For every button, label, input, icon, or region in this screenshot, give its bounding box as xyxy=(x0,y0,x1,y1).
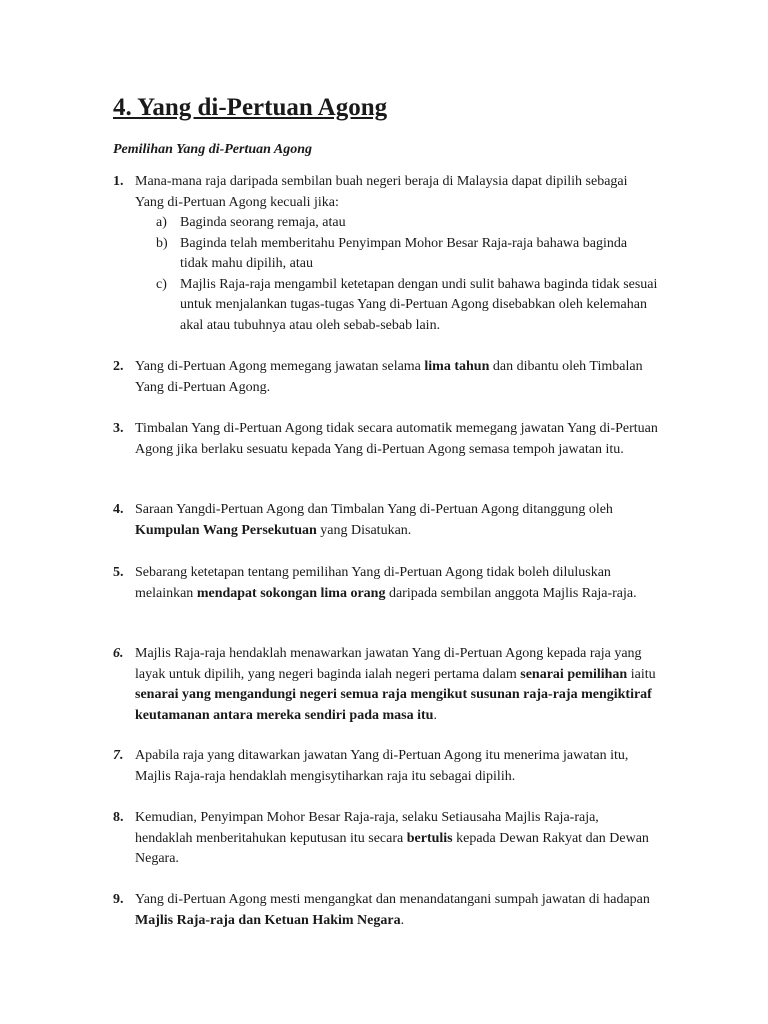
bold-term: Majlis Raja-raja dan Ketuan Hakim Negara xyxy=(135,912,401,928)
item-number: 8. xyxy=(113,810,124,825)
list-item-6 xyxy=(113,644,658,726)
list-item-4 xyxy=(113,500,658,541)
item-text: Majlis Raja-raja hendaklah menawarkan jawatan Yang di-Pertuan Agong kepada raja yang layak untuk dipilih, yang negeri baginda ialah negeri pertama dalam senarai pemilihan iaitu senarai yang mengandungi negeri semua raja mengikut susunan raja-raja mengiktiraf keutamanan antara mereka sendiri pada masa itu. xyxy=(135,646,656,723)
item-text: Kemudian, Penyimpan Mohor Besar Raja-raja, selaku Setiausaha Majlis Raja-raja, hendaklah menberitahukan keputusan itu secara bertulis kepada Dewan Rakyat dan Dewan Negara. xyxy=(135,810,649,866)
sub-item-label: b) xyxy=(156,235,168,251)
item-number: 2. xyxy=(113,359,124,374)
list-item-2 xyxy=(113,357,658,398)
item-text: Yang di-Pertuan Agong mesti mengangkat dan menandatangani sumpah jawatan di hadapan Majlis Raja-raja dan Ketuan Hakim Negara. xyxy=(135,892,650,928)
list-item-7 xyxy=(113,746,658,787)
item-number: 7. xyxy=(113,748,124,763)
bold-term: lima tahun xyxy=(424,359,490,374)
sub-item-c xyxy=(156,275,658,337)
bold-term: senarai pemilihan xyxy=(520,666,628,682)
item-text: Mana-mana raja daripada sembilan buah negeri beraja di Malaysia dapat dipilih sebagai Yang di-Pertuan Agong kecuali jika: xyxy=(135,174,628,210)
list-item-1 xyxy=(113,172,658,336)
page-title: 4. Yang di-Pertuan Agong xyxy=(113,94,388,121)
item-text: Saraan Yangdi-Pertuan Agong dan Timbalan Yang di-Pertuan Agong ditanggung oleh Kumpulan Wang Persekutuan yang Disatukan. xyxy=(135,502,613,538)
item-text: Sebarang ketetapan tentang pemilihan Yang di-Pertuan Agong tidak boleh diluluskan melainkan mendapat sokongan lima orang daripada sembilan anggota Majlis Raja-raja. xyxy=(135,565,637,601)
item-number: 1. xyxy=(113,174,124,189)
sub-item-a xyxy=(156,213,658,234)
sub-item-text: Majlis Raja-raja mengambil ketetapan dengan undi sulit bahawa baginda tidak sesuai untuk menjalankan tugas-tugas Yang di-Pertuan Agong disebabkan oleh kelemahan akal atau tubuhnya atau oleh sebab-sebab lain. xyxy=(180,276,658,333)
bold-term: Kumpulan Wang Persekutuan xyxy=(135,522,317,538)
item-text: Timbalan Yang di-Pertuan Agong tidak secara automatik memegang jawatan Yang di-Pertuan Agong jika berlaku sesuatu kepada Yang di-Pertuan Agong semasa tempoh jawatan itu. xyxy=(135,421,658,457)
sub-item-label: c) xyxy=(156,276,167,292)
list-item-5 xyxy=(113,563,658,604)
sub-item-text: Baginda seorang remaja, atau xyxy=(180,215,346,230)
bold-term: senarai yang mengandungi negeri semua raja mengikut susunan raja-raja mengiktiraf keutamanan antara mereka sendiri pada masa itu xyxy=(135,687,652,723)
list-item-3 xyxy=(113,419,658,460)
item-number: 4. xyxy=(113,502,124,517)
item-number: 5. xyxy=(113,565,124,580)
section-subtitle: Pemilihan Yang di-Pertuan Agong xyxy=(113,142,313,157)
list-item-8 xyxy=(113,808,658,870)
item-text: Apabila raja yang ditawarkan jawatan Yang di-Pertuan Agong itu menerima jawatan itu, Majlis Raja-raja hendaklah mengisytiharkan raja itu sebagai dipilih. xyxy=(135,748,629,784)
item-text: Yang di-Pertuan Agong memegang jawatan selama lima tahun dan dibantu oleh Timbalan Yang di-Pertuan Agong. xyxy=(135,359,643,395)
list-item-9 xyxy=(113,890,658,931)
item-number: 9. xyxy=(113,892,124,907)
bold-term: bertulis xyxy=(406,830,453,846)
item-number: 3. xyxy=(113,421,124,436)
bold-term: mendapat sokongan lima orang xyxy=(196,585,386,601)
item-number: 6. xyxy=(113,646,124,661)
sub-item-label: a) xyxy=(156,215,167,230)
sub-item-text: Baginda telah memberitahu Penyimpan Mohor Besar Raja-raja bahawa baginda tidak mahu dipilih, atau xyxy=(180,235,628,271)
sub-item-b xyxy=(156,234,658,275)
